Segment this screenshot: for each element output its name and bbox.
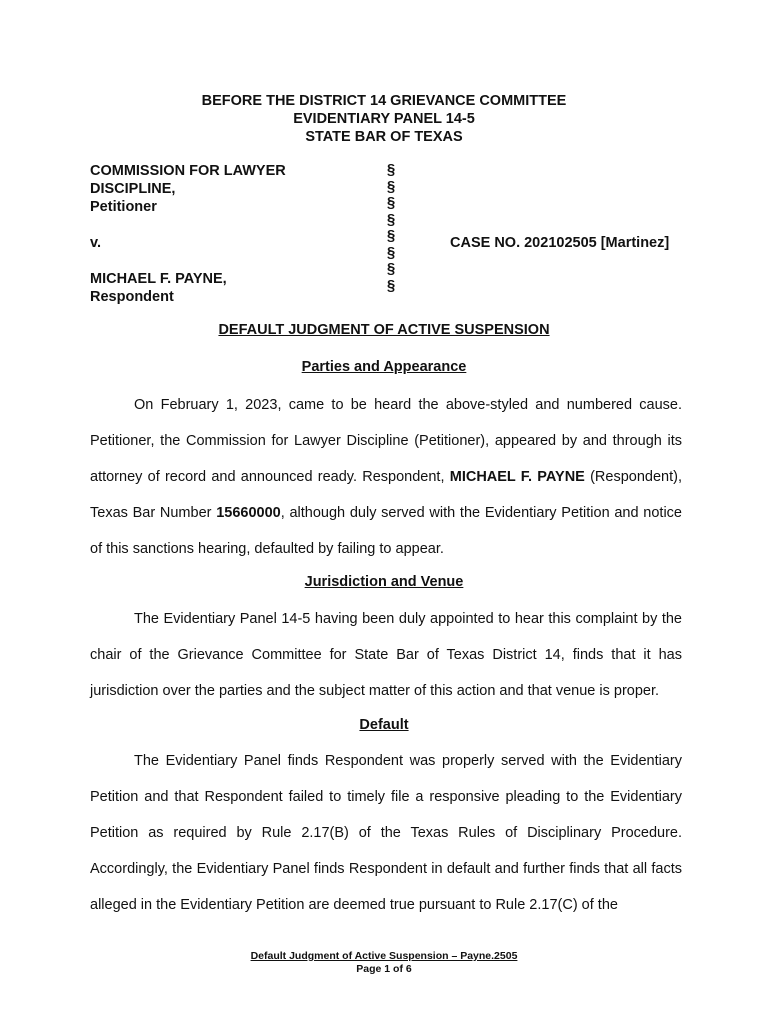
paragraph-jurisdiction: The Evidentiary Panel 14-5 having been duly appointed to hear this complaint by the chair of the Grievance Committee for State Bar of Texas District 14, finds that it has jurisdiction over the parties and the subject matter of this action and that venue is proper. <box>90 611 682 699</box>
section-symbol: § <box>386 161 396 178</box>
document-header <box>0 92 768 146</box>
petitioner-name-line2: DISCIPLINE, <box>90 181 176 197</box>
respondent-role: Respondent <box>90 289 174 305</box>
paragraph-parties: On February 1, 2023, came to be heard the above-styled and numbered cause. Petitioner, the Commission for Lawyer Discipline (Petitioner), appeared by and through its attorney of record and announced ready. Respondent, MICHAEL F. PAYNE (Respondent), Texas Bar Number 15660000, although duly served with the Evidentiary Petition and notice of this sanctions hearing, defaulted by failing to appear. <box>90 397 682 557</box>
section-symbol: § <box>386 243 396 261</box>
section-symbol: § <box>386 276 396 294</box>
case-number: CASE NO. 202102505 [Martinez] <box>450 235 670 251</box>
header-bar: STATE BAR OF TEXAS <box>305 129 463 145</box>
footer-document-name: Default Judgment of Active Suspension – Payne.2505 <box>250 950 518 962</box>
respondent-name: MICHAEL F. PAYNE, <box>90 271 227 287</box>
header-panel: EVIDENTIARY PANEL 14-5 <box>293 111 475 127</box>
heading-default: Default <box>359 717 409 733</box>
section-symbol: § <box>386 177 396 195</box>
heading-jurisdiction: Jurisdiction and Venue <box>304 574 464 590</box>
section-symbol: § <box>386 260 396 277</box>
section-symbol: § <box>386 194 396 211</box>
versus: v. <box>90 235 102 251</box>
footer-page-number: Page 1 of 6 <box>356 963 412 975</box>
bar-number: 15660000 <box>216 505 281 521</box>
section-symbol: § <box>386 227 396 244</box>
document-title: DEFAULT JUDGMENT OF ACTIVE SUSPENSION <box>218 322 550 338</box>
respondent-name-bold: MICHAEL F. PAYNE <box>449 469 585 485</box>
section-symbol: § <box>386 210 396 228</box>
petitioner-role: Petitioner <box>90 199 157 215</box>
page-footer <box>0 950 768 976</box>
heading-parties: Parties and Appearance <box>301 359 467 375</box>
paragraph-default: The Evidentiary Panel finds Respondent was properly served with the Evidentiary Petition and that Respondent failed to timely file a responsive pleading to the Evidentiary Petition as required by Rule 2.17(B) of the Texas Rules of Disciplinary Procedure. Accordingly, the Evidentiary Panel finds Respondent in default and further finds that all facts alleged in the Evidentiary Petition are deemed true pursuant to Rule 2.17(C) of the <box>90 753 682 913</box>
caption-parties <box>90 162 350 306</box>
header-committee: BEFORE THE DISTRICT 14 GRIEVANCE COMMITTEE <box>201 93 567 109</box>
section-symbol-column <box>384 162 398 294</box>
petitioner-name-line1: COMMISSION FOR LAWYER <box>90 163 286 179</box>
